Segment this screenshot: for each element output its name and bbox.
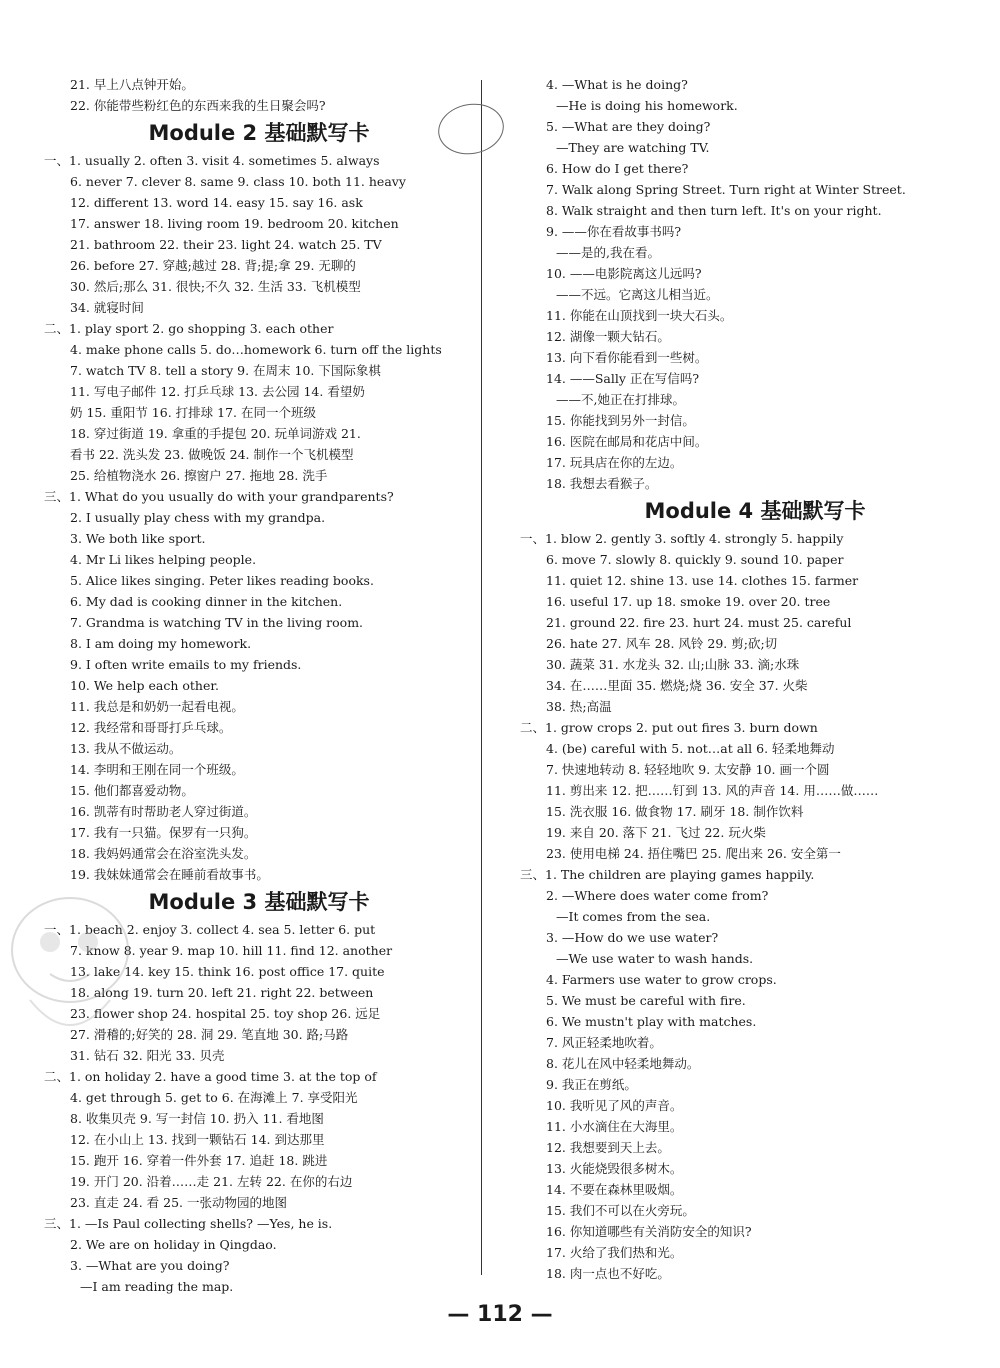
answer-line: 8. Walk straight and then turn left. It's on your right. [546, 203, 882, 218]
answer-line: 12. 在小山上 13. 找到一颗钻石 14. 到达那里 [70, 1132, 325, 1147]
answer-line: 21. bathroom 22. their 23. light 24. watch 25. TV [70, 237, 382, 252]
answer-line: 34. 就寝时间 [70, 300, 144, 315]
left-column [44, 74, 474, 1297]
answer-line: 15. 你能找到另外一封信。 [546, 413, 695, 428]
answer-line: ——不,她正在打排球。 [556, 392, 685, 407]
answer-line: 奶 15. 重阳节 16. 打排球 17. 在同一个班级 [70, 405, 316, 420]
answer-line: 6. move 7. slowly 8. quickly 9. sound 10. paper [546, 552, 844, 567]
answer-line: 6. never 7. clever 8. same 9. class 10. both 11. heavy [70, 174, 406, 189]
answer-line: 13. 火能烧毁很多树木。 [546, 1161, 683, 1176]
answer-line: 17. 火给了我们热和光。 [546, 1245, 683, 1260]
answer-line: 5. We must be careful with fire. [546, 993, 746, 1008]
answer-line: 4. —What is he doing? [546, 77, 688, 92]
answer-line: 13. 我从不做运动。 [70, 741, 182, 756]
answer-line: 30. 然后;那么 31. 很快;不久 32. 生活 33. 飞机模型 [70, 279, 361, 294]
answer-line: 18. 肉一点也不好吃。 [546, 1266, 670, 1281]
answer-line: 2. —Where does water come from? [546, 888, 769, 903]
answer-line: 4. make phone calls 5. do…homework 6. turn off the lights [70, 342, 442, 357]
answer-line: 12. 我想要到天上去。 [546, 1140, 670, 1155]
answer-line: 21. 早上八点钟开始。 [70, 77, 194, 92]
answer-line: 14. 李明和王刚在同一个班级。 [70, 762, 244, 777]
answer-line: 3. We both like sport. [70, 531, 206, 546]
answer-line: 7. watch TV 8. tell a story 9. 在周末 10. 下国际象棋 [70, 363, 381, 378]
answer-line: —They are watching TV. [556, 140, 710, 155]
answer-line: 6. How do I get there? [546, 161, 689, 176]
page-number: — 112 — [447, 1302, 553, 1327]
answer-line: 18. 我妈妈通常会在浴室洗头发。 [70, 846, 257, 861]
answer-line: —We use water to wash hands. [556, 951, 754, 966]
answer-line: 7. 快速地转动 8. 轻轻地吹 9. 太安静 10. 画一个圆 [546, 762, 830, 777]
answer-line: 11. 剪出来 12. 把……钉到 13. 风的声音 14. 用……做…… [546, 783, 879, 798]
answer-line: 17. answer 18. living room 19. bedroom 20. kitchen [70, 216, 399, 231]
answer-line: 一、1. beach 2. enjoy 3. collect 4. sea 5. letter 6. put [44, 922, 376, 937]
answer-line: 19. 我妹妹通常会在睡前看故事书。 [70, 867, 269, 882]
answer-line: 4. Mr Li likes helping people. [70, 552, 257, 567]
answer-line: 二、1. on holiday 2. have a good time 3. at the top of [44, 1069, 377, 1084]
answer-line: 11. quiet 12. shine 13. use 14. clothes 15. farmer [546, 573, 859, 588]
answer-line: 31. 钻石 32. 阳光 33. 贝壳 [70, 1048, 225, 1063]
answer-line: 16. 凯蒂有时帮助老人穿过街道。 [70, 804, 257, 819]
answer-line: 3. —How do we use water? [546, 930, 719, 945]
module-heading: Module 4 基础默写卡 [644, 499, 866, 523]
answer-line: 21. ground 22. fire 23. hurt 24. must 25. careful [546, 615, 852, 630]
answer-line: 3. —What are you doing? [70, 1258, 230, 1273]
answer-line: 看书 22. 洗头发 23. 做晚饭 24. 制作一个飞机模型 [70, 447, 354, 462]
answer-line: 18. along 19. turn 20. left 21. right 22. between [70, 985, 374, 1000]
answer-line: 9. ——你在看故事书吗? [546, 224, 682, 239]
module-heading: Module 2 基础默写卡 [148, 121, 370, 145]
answer-line: 15. 我们不可以在火旁玩。 [546, 1203, 695, 1218]
answer-line: 三、1. The children are playing games happily. [520, 867, 815, 882]
answer-line: 19. 来自 20. 落下 21. 飞过 22. 玩火柴 [546, 825, 766, 840]
answer-line: 7. know 8. year 9. map 10. hill 11. find 12. another [70, 943, 393, 958]
answer-line: 19. 开门 20. 沿着……走 21. 左转 22. 在你的右边 [70, 1174, 353, 1189]
answer-line: 23. flower shop 24. hospital 25. toy shop 26. 远足 [70, 1006, 381, 1021]
answer-line: 5. —What are they doing? [546, 119, 711, 134]
answer-line: 三、1. What do you usually do with your grandparents? [44, 489, 394, 504]
answer-line: 17. 玩具店在你的左边。 [546, 455, 683, 470]
answer-line: 4. get through 5. get to 6. 在海滩上 7. 享受阳光 [70, 1090, 358, 1105]
answer-line: 16. 医院在邮局和花店中间。 [546, 434, 708, 449]
answer-line: 11. 我总是和奶奶一起看电视。 [70, 699, 244, 714]
answer-line: 27. 滑稽的;好笑的 28. 洞 29. 笔直地 30. 路;马路 [70, 1027, 349, 1042]
answer-line: 一、1. usually 2. often 3. visit 4. sometimes 5. always [44, 153, 380, 168]
answer-line: 二、1. grow crops 2. put out fires 3. burn down [520, 720, 818, 735]
module-heading: Module 3 基础默写卡 [148, 890, 370, 914]
answer-line: ——是的,我在看。 [556, 245, 660, 260]
answer-line: 13. 向下看你能看到一些树。 [546, 350, 708, 365]
answer-line: 23. 直走 24. 看 25. 一张动物园的地图 [70, 1195, 288, 1210]
answer-line: 8. 收集贝壳 9. 写一封信 10. 扔入 11. 看地图 [70, 1111, 324, 1126]
answer-line: 5. Alice likes singing. Peter likes reading books. [70, 573, 374, 588]
answer-line: 2. We are on holiday in Qingdao. [70, 1237, 277, 1252]
answer-line: 一、1. blow 2. gently 3. softly 4. strongly 5. happily [520, 531, 844, 546]
answer-line: 2. I usually play chess with my grandpa. [70, 510, 326, 525]
answer-line: 4. (be) careful with 5. not…at all 6. 轻柔地舞动 [546, 741, 835, 756]
answer-line: 7. 风正轻柔地吹着。 [546, 1035, 662, 1050]
answer-line: 16. 你知道哪些有关消防安全的知识? [546, 1224, 752, 1239]
answer-line: 4. Farmers use water to grow crops. [546, 972, 777, 987]
answer-line: 26. hate 27. 风车 28. 风铃 29. 剪;砍;切 [546, 636, 778, 651]
column-divider [481, 80, 482, 1275]
answer-line: 6. We mustn't play with matches. [546, 1014, 757, 1029]
answer-line: 11. 写电子邮件 12. 打乒乓球 13. 去公园 14. 看望奶 [70, 384, 365, 399]
answer-line: 12. different 13. word 14. easy 15. say 16. ask [70, 195, 363, 210]
cartoon-mascot-image [0, 870, 150, 1060]
answer-line: 13. lake 14. key 15. think 16. post office 17. quite [70, 964, 385, 979]
answer-line: 15. 他们都喜爱动物。 [70, 783, 194, 798]
answer-line: 18. 穿过街道 19. 拿重的手提包 20. 玩单词游戏 21. [70, 426, 361, 441]
answer-line: 34. 在……里面 35. 燃烧;烧 36. 安全 37. 火柴 [546, 678, 808, 693]
answer-line: 18. 我想去看猴子。 [546, 476, 658, 491]
answer-line: 22. 你能带些粉红色的东西来我的生日聚会吗? [70, 98, 326, 113]
answer-line: —He is doing his homework. [556, 98, 738, 113]
answer-line: ——不远。它离这儿相当近。 [556, 287, 719, 302]
answer-line: 三、1. —Is Paul collecting shells? —Yes, he is. [44, 1216, 333, 1231]
answer-line: 9. 我正在剪纸。 [546, 1077, 637, 1092]
answer-line: 15. 跑开 16. 穿着一件外套 17. 追赶 18. 跳进 [70, 1153, 328, 1168]
answer-line: 8. I am doing my homework. [70, 636, 252, 651]
answer-line: —It comes from the sea. [556, 909, 711, 924]
answer-line: 25. 给植物浇水 26. 擦窗户 27. 拖地 28. 洗手 [70, 468, 328, 483]
answer-line: 15. 洗衣服 16. 做食物 17. 刷牙 18. 制作饮料 [546, 804, 804, 819]
answer-line: 6. My dad is cooking dinner in the kitchen. [70, 594, 343, 609]
answer-line: —I am reading the map. [80, 1279, 234, 1294]
answer-line: 8. 花儿在风中轻柔地舞动。 [546, 1056, 700, 1071]
right-column [520, 74, 990, 1284]
answer-line: 7. Walk along Spring Street. Turn right at Winter Street. [546, 182, 906, 197]
answer-line: 23. 使用电梯 24. 捂住嘴巴 25. 爬出来 26. 安全第一 [546, 846, 841, 861]
answer-line: 16. useful 17. up 18. smoke 19. over 20. tree [546, 594, 831, 609]
answer-line: 30. 蔬菜 31. 水龙头 32. 山;山脉 33. 滴;水珠 [546, 657, 800, 672]
answer-line: 14. 不要在森林里吸烟。 [546, 1182, 683, 1197]
answer-line: 11. 你能在山顶找到一块大石头。 [546, 308, 733, 323]
answer-line: 14. ——Sally 正在写信吗? [546, 371, 700, 386]
answer-line: 12. 我经常和哥哥打乒乓球。 [70, 720, 232, 735]
answer-line: 10. 我听见了风的声音。 [546, 1098, 683, 1113]
answer-line: 17. 我有一只猫。保罗有一只狗。 [70, 825, 257, 840]
answer-line: 二、1. play sport 2. go shopping 3. each other [44, 321, 334, 336]
answer-line: 10. We help each other. [70, 678, 219, 693]
answer-line: 26. before 27. 穿越;越过 28. 背;提;拿 29. 无聊的 [70, 258, 356, 273]
answer-line: 9. I often write emails to my friends. [70, 657, 302, 672]
answer-line: 12. 湖像一颗大钻石。 [546, 329, 670, 344]
answer-line: 38. 热;高温 [546, 699, 612, 714]
answer-line: 10. ——电影院离这儿远吗? [546, 266, 702, 281]
answer-line: 7. Grandma is watching TV in the living room. [70, 615, 364, 630]
answer-line: 11. 小水滴住在大海里。 [546, 1119, 683, 1134]
